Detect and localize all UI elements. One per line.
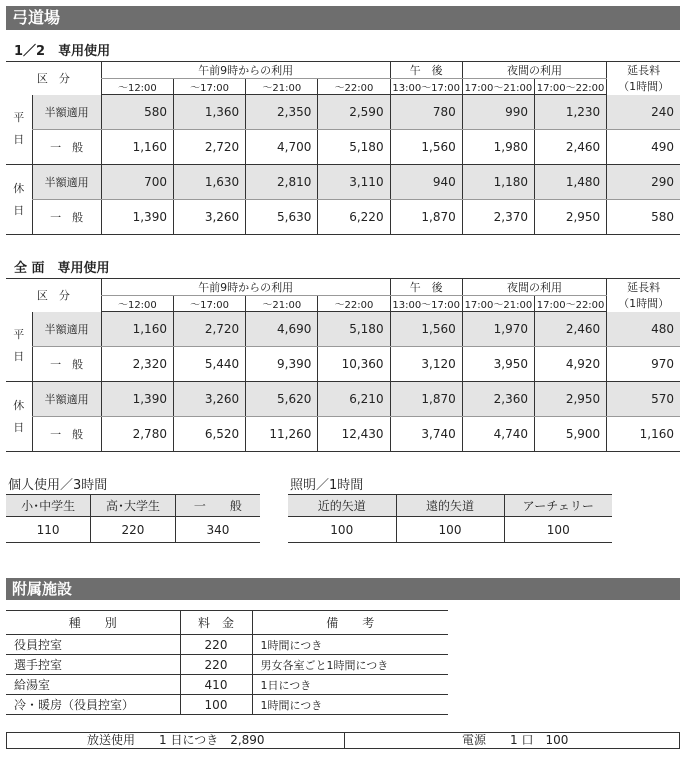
rate-row: [6, 165, 680, 200]
time-header: ～21:00: [246, 79, 318, 95]
time-header: ～22:00: [318, 296, 390, 312]
time-header: 17:00～21:00: [462, 79, 534, 95]
rate-cell: 5,620: [246, 382, 318, 417]
category-label: 一 般: [32, 417, 101, 452]
facilities-header-row: [6, 611, 448, 635]
lighting-title: 照明／1時間: [290, 478, 364, 493]
small-value-cell: 220: [91, 517, 176, 543]
small-header-cell: 高･大学生: [91, 495, 176, 517]
small-header-cell: 遠的矢道: [396, 495, 504, 517]
rate-cell: 3,260: [173, 382, 245, 417]
rate-cell: 2,780: [101, 417, 173, 452]
rate-cell: 4,690: [246, 312, 318, 347]
power-text: 電源 1 口 100: [462, 733, 569, 747]
small-header-cell: 近的矢道: [288, 495, 396, 517]
rate-cell: 3,740: [390, 417, 462, 452]
morning-header: 午前9時からの利用: [101, 62, 390, 79]
small-value-cell: 100: [504, 517, 612, 543]
rate-cell: 3,260: [173, 200, 245, 235]
facility-row: [6, 695, 448, 715]
rate-cell: 6,210: [318, 382, 390, 417]
time-header: 17:00～21:00: [462, 296, 534, 312]
rate-cell: 5,900: [534, 417, 606, 452]
half-section-title: 1／2 専用使用: [14, 44, 111, 59]
rate-cell: 5,180: [318, 130, 390, 165]
facility-name: 冷・暖房（役員控室）: [6, 695, 180, 715]
small-header-row: [288, 495, 612, 517]
rate-cell: 3,120: [390, 347, 462, 382]
facilities-title: 附属施設: [6, 578, 680, 600]
small-value-cell: 340: [175, 517, 260, 543]
half-rate-table: [6, 61, 680, 235]
facility-name: 役員控室: [6, 635, 180, 655]
rate-cell: 1,870: [390, 200, 462, 235]
facility-row: [6, 675, 448, 695]
page-title: 弓道場: [6, 6, 680, 30]
footer-divider: [344, 733, 345, 748]
day-label: 休 日: [6, 165, 32, 235]
category-label: 一 般: [32, 200, 101, 235]
facility-note: 1日につき: [252, 675, 448, 695]
rate-cell: 12,430: [318, 417, 390, 452]
facility-note: 1時間につき: [252, 695, 448, 715]
full-section-title: 全 面 専用使用: [14, 261, 110, 276]
small-header-row: [6, 495, 260, 517]
facilities-header-cell: 備 考: [252, 611, 448, 635]
small-value-cell: 100: [396, 517, 504, 543]
category-label: 半額適用: [32, 95, 101, 130]
rate-cell: 2,950: [534, 200, 606, 235]
rate-cell: 1,160: [101, 130, 173, 165]
facility-name: 給湯室: [6, 675, 180, 695]
extension-label: 延長料: [627, 64, 661, 78]
rate-cell: 4,920: [534, 347, 606, 382]
facility-row: [6, 635, 448, 655]
night-header: 夜間の利用: [462, 62, 606, 79]
facility-name: 選手控室: [6, 655, 180, 675]
rate-cell: 2,320: [101, 347, 173, 382]
morning-header: 午前9時からの利用: [101, 279, 390, 296]
personal-use-table: [6, 494, 260, 543]
rate-cell: 4,700: [246, 130, 318, 165]
small-header-cell: 小･中学生: [6, 495, 91, 517]
rate-cell: 1,160: [607, 417, 680, 452]
facility-row: [6, 655, 448, 675]
facility-fee: 410: [180, 675, 252, 695]
category-label: 半額適用: [32, 165, 101, 200]
time-header: ～12:00: [101, 296, 173, 312]
rate-row: [6, 417, 680, 452]
rate-cell: 5,440: [173, 347, 245, 382]
time-header: ～17:00: [173, 79, 245, 95]
rate-cell: 240: [607, 95, 680, 130]
rate-cell: 1,160: [101, 312, 173, 347]
rate-cell: 1,390: [101, 200, 173, 235]
rate-cell: 2,360: [462, 382, 534, 417]
broadcast-text: 放送使用 1 日につき 2,890: [87, 733, 265, 747]
time-header: 17:00～22:00: [534, 79, 606, 95]
rate-cell: 1,480: [534, 165, 606, 200]
rate-cell: 2,720: [173, 130, 245, 165]
rate-cell: 2,810: [246, 165, 318, 200]
time-header-row: [6, 296, 680, 312]
time-header: ～12:00: [101, 79, 173, 95]
extension-sub-label: （1時間）: [618, 80, 670, 94]
lighting-table: [288, 494, 612, 543]
rate-cell: 580: [101, 95, 173, 130]
rate-row: [6, 200, 680, 235]
rate-cell: 570: [607, 382, 680, 417]
facilities-header-cell: 料 金: [180, 611, 252, 635]
facility-fee: 220: [180, 655, 252, 675]
rate-row: [6, 312, 680, 347]
rate-cell: 1,360: [173, 95, 245, 130]
extension-header: [607, 279, 680, 312]
rate-cell: 10,360: [318, 347, 390, 382]
rate-cell: 1,870: [390, 382, 462, 417]
header-row: [6, 279, 680, 296]
extension-header: [607, 62, 680, 95]
header-row: [6, 62, 680, 79]
afternoon-header: 午 後: [390, 279, 462, 296]
rate-row: [6, 347, 680, 382]
rate-row: [6, 95, 680, 130]
rate-cell: 2,370: [462, 200, 534, 235]
day-label: 平 日: [6, 312, 32, 382]
rate-cell: 2,950: [534, 382, 606, 417]
extension-sub-label: （1時間）: [618, 297, 670, 311]
time-header: ～17:00: [173, 296, 245, 312]
category-label: 半額適用: [32, 312, 101, 347]
time-header: 13:00～17:00: [390, 79, 462, 95]
day-label: 平 日: [6, 95, 32, 165]
rate-cell: 2,460: [534, 312, 606, 347]
rate-cell: 9,390: [246, 347, 318, 382]
kubun-header: 区 分: [6, 279, 101, 312]
rate-cell: 1,390: [101, 382, 173, 417]
category-label: 一 般: [32, 130, 101, 165]
rate-cell: 580: [607, 200, 680, 235]
rate-row: [6, 382, 680, 417]
rate-cell: 3,110: [318, 165, 390, 200]
rate-cell: 1,980: [462, 130, 534, 165]
rate-cell: 1,970: [462, 312, 534, 347]
time-header: ～22:00: [318, 79, 390, 95]
rate-cell: 6,220: [318, 200, 390, 235]
night-header: 夜間の利用: [462, 279, 606, 296]
facility-fee: 100: [180, 695, 252, 715]
rate-cell: 2,350: [246, 95, 318, 130]
footer-bar: [6, 732, 680, 749]
facilities-header-cell: 種 別: [6, 611, 180, 635]
small-value-cell: 100: [288, 517, 396, 543]
rate-cell: 5,630: [246, 200, 318, 235]
rate-cell: 490: [607, 130, 680, 165]
small-header-cell: アーチェリー: [504, 495, 612, 517]
rate-cell: 1,560: [390, 312, 462, 347]
full-rate-table: [6, 278, 680, 452]
time-header-row: [6, 79, 680, 95]
category-label: 一 般: [32, 347, 101, 382]
afternoon-header: 午 後: [390, 62, 462, 79]
time-header: 13:00～17:00: [390, 296, 462, 312]
rate-cell: 11,260: [246, 417, 318, 452]
small-header-cell: 一 般: [175, 495, 260, 517]
time-header: ～21:00: [246, 296, 318, 312]
small-value-row: [288, 517, 612, 543]
rate-cell: 1,230: [534, 95, 606, 130]
facility-note: 男女各室ごと1時間につき: [252, 655, 448, 675]
facility-fee: 220: [180, 635, 252, 655]
rate-cell: 1,180: [462, 165, 534, 200]
rate-cell: 940: [390, 165, 462, 200]
rate-cell: 2,590: [318, 95, 390, 130]
rate-cell: 990: [462, 95, 534, 130]
rate-cell: 1,630: [173, 165, 245, 200]
rate-cell: 5,180: [318, 312, 390, 347]
time-header: 17:00～22:00: [534, 296, 606, 312]
rate-cell: 970: [607, 347, 680, 382]
kubun-header: 区 分: [6, 62, 101, 95]
rate-cell: 4,740: [462, 417, 534, 452]
category-label: 半額適用: [32, 382, 101, 417]
facility-note: 1時間につき: [252, 635, 448, 655]
personal-title: 個人使用／3時間: [8, 478, 108, 493]
extension-label: 延長料: [627, 281, 661, 295]
day-label: 休 日: [6, 382, 32, 452]
rate-cell: 2,720: [173, 312, 245, 347]
small-value-row: [6, 517, 260, 543]
small-value-cell: 110: [6, 517, 91, 543]
facilities-table: [6, 610, 448, 715]
rate-cell: 780: [390, 95, 462, 130]
rate-cell: 1,560: [390, 130, 462, 165]
rate-cell: 2,460: [534, 130, 606, 165]
rate-cell: 290: [607, 165, 680, 200]
rate-cell: 3,950: [462, 347, 534, 382]
rate-cell: 700: [101, 165, 173, 200]
rate-row: [6, 130, 680, 165]
rate-cell: 6,520: [173, 417, 245, 452]
rate-cell: 480: [607, 312, 680, 347]
